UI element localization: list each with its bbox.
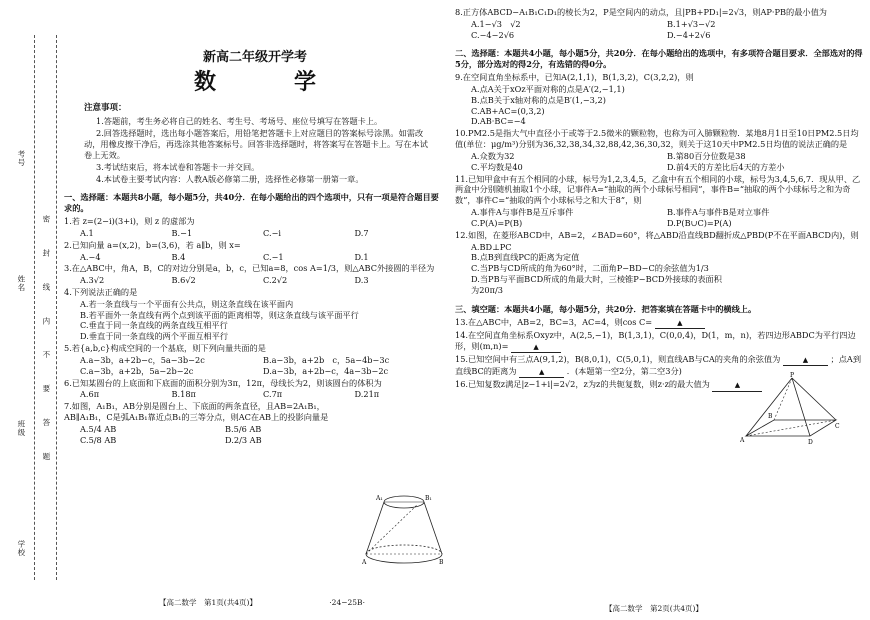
note-item: 2.回答选择题时，选出每小题答案后，用铅笔把答题卡上对应题目的答案标号涂黑。如需改动，用橡皮擦干净后，再选涂其他答案标号。回答非选择题时，将答案写在答题卡上。写在本试卷上无效。 xyxy=(84,128,428,160)
question-8: 8.正方体ABCD−A₁B₁C₁D₁的棱长为2，P是空间内的动点，且|PB+PD₁|=2√3，则AP·PB的最小值为 xyxy=(455,7,827,17)
answer-blank: ▲ xyxy=(511,343,561,353)
option: B.−1 xyxy=(171,227,193,238)
label-xuexiao: 学校 xyxy=(16,540,26,557)
option: B.1+√3−√2 xyxy=(667,18,716,29)
option: C.a−3b，a+2b，5a−2b−2c xyxy=(80,365,194,376)
question-1: 1.若 z=(2−i)(3+i)，则 z 的虚部为 xyxy=(64,216,195,227)
question-2: 2.已知向量 a=(x,2)，b=(3,6)，若 a∥b，则 x= xyxy=(64,239,241,250)
question-13 xyxy=(455,317,863,329)
option: C.−1 xyxy=(263,251,284,262)
question-5: 5.若{a,b,c}构成空间的一个基底，则下列向量共面的是 xyxy=(64,343,266,354)
seal-warning: 密 封 线 内 不 要 答 题 xyxy=(41,215,51,472)
option: D.P(B∪C)=P(A) xyxy=(667,217,732,228)
question-14 xyxy=(455,330,863,353)
q15-stem: 15.已知空间中有三点A(9,1,2)，B(8,0,1)，C(5,0,1)，则直线AB与CA的夹角的余弦值为 xyxy=(455,353,781,364)
option: D.前4天的方差比后4天的方差小 xyxy=(667,161,785,172)
option: D.7 xyxy=(354,227,369,238)
option: A.3√2 xyxy=(80,275,105,286)
option: D.AB·BC=−4 xyxy=(471,116,526,127)
option: B.点B关于x轴对称的点是B′(1,−3,2) xyxy=(471,94,606,105)
q5-options xyxy=(64,355,446,377)
q3-options xyxy=(64,275,446,286)
svg-text:C: C xyxy=(835,423,840,430)
svg-text:D: D xyxy=(808,439,813,446)
option: D.2/3 AB xyxy=(225,434,262,445)
option: D.1 xyxy=(354,251,369,262)
svg-text:A₁: A₁ xyxy=(376,495,383,502)
option: C.P(A)=P(B) xyxy=(471,217,523,228)
label-xingming: 姓名 xyxy=(16,275,26,292)
q1-options xyxy=(64,228,446,239)
svg-text:A: A xyxy=(362,559,367,566)
exam-title: 新高二年级开学考 xyxy=(202,50,307,65)
seal-line xyxy=(34,35,35,580)
rhombus-figure xyxy=(740,372,840,446)
question-7: 7.如图，A₁B₁，AB分别是圆台上、下底面的两条直径，且AB=2A₁B₁，AB∥A₁B₁，C是弧A₁B₁靠近点B₁的三等分点，则AC在AB上的投影向量是 xyxy=(64,401,329,423)
binding-margin xyxy=(0,0,62,614)
option: C.−i xyxy=(263,227,282,238)
option: B.18π xyxy=(171,389,196,400)
q8-options xyxy=(455,19,863,41)
option: C.垂直于同一条直线的两条直线互相平行 xyxy=(80,320,228,331)
option: C.5/8 AB xyxy=(80,434,117,445)
option: B.4 xyxy=(171,251,186,262)
option: A.众数为32 xyxy=(471,150,515,161)
option: B.第80百分位数是38 xyxy=(667,150,746,161)
svg-text:B₁: B₁ xyxy=(425,495,432,502)
option: B.若平面外一条直线有两个点到该平面的距离相等，则这条直线与该平面平行 xyxy=(80,309,359,320)
exam-code: ·24−25B· xyxy=(329,598,365,608)
svg-text:B: B xyxy=(768,413,773,420)
option: A.1−√3 √2 xyxy=(471,18,521,29)
option: A.事件A与事件B是互斥事件 xyxy=(471,207,574,218)
option: C.7π xyxy=(263,389,283,400)
option: C.−4−2√6 xyxy=(471,29,515,40)
option: D.垂直于同一条直线的两个平面互相平行 xyxy=(80,331,229,342)
option: D.21π xyxy=(354,389,380,400)
q13-stem: 13.在△ABC中，AB=2，BC=3，AC=4，则cos C= xyxy=(455,316,653,327)
footer-left xyxy=(159,598,409,608)
option: D.当PB与平面BCD所成的角最大时，三棱锥P−BCD外接球的表面积为20π/3 xyxy=(471,274,722,295)
note-item: 3.考试结束后，将本试卷和答题卡一并交回。 xyxy=(96,161,260,172)
answer-blank: ▲ xyxy=(712,381,762,391)
answer-blank: ▲ xyxy=(783,356,828,366)
label-kaohao: 考号 xyxy=(16,150,26,167)
svg-text:A: A xyxy=(740,437,745,444)
question-6: 6.已知某圆台的上底面和下底面的面积分别为3π，12π，母线长为2，则该圆台的体积为 xyxy=(64,377,382,388)
option: D.a−3b，a+2b−c，4a−3b−2c xyxy=(263,365,389,376)
q11-options xyxy=(455,207,863,229)
option: A.5/4 AB xyxy=(80,423,117,434)
q14-stem: 14.在空间直角坐标系Oxyz中，A(2,5,−1)，B(1,3,1)，C(0,0,4)，D(1，m，n)，若四边形ABDC为平行四边形，则(m,n)= xyxy=(455,329,856,351)
seal-line-inner xyxy=(56,35,57,580)
option: C.AB+AC=(0,3,2) xyxy=(471,105,545,116)
option: B.点B到直线PC的距离为定值 xyxy=(471,252,580,263)
option: B.a−3b，a+2b c，5a−4b−3c xyxy=(263,354,390,365)
note-item: 1.答题前，考生务必将自己的姓名、考生号、考场号、座位号填写在答题卡上。 xyxy=(96,116,383,127)
option: A.BD⊥PC xyxy=(471,241,512,252)
section-3-title: 三、填空题：本题共4小题，每小题5分，共20分．把答案填在答题卡中的横线上。 xyxy=(455,303,757,314)
page-1-label: 【高二数学 第1页(共4页)】 xyxy=(159,598,257,608)
option: D.−4+2√6 xyxy=(667,29,711,40)
frustum-figure xyxy=(362,490,446,570)
question-11: 11.已知甲盒中有五个相同的小球，标号为1,2,3,4,5，乙盒中有五个相同的小球，标号为3,4,5,6,7．现从甲、乙两盒中分别随机抽取1个小球，记事件A=“抽取的两个小球标号相同”，事件B=“抽取的两个小球标号之和为奇数”，事件C=“抽取的两个小球标号之和大于8”，则 xyxy=(455,173,861,206)
option: A.若一条直线与一个平面有公共点，则这条直线在该平面内 xyxy=(80,298,294,309)
q15-tail: ．(本题第一空2分，第二空3分) xyxy=(566,366,682,377)
page-2 xyxy=(455,0,863,620)
label-banji: 班级 xyxy=(16,420,26,437)
option: C.2√2 xyxy=(263,275,288,286)
option: C.平均数是40 xyxy=(471,161,523,172)
answer-blank: ▲ xyxy=(519,368,564,378)
section-1-title: 一、选择题：本题共8小题，每小题5分，共40分．在每小题给出的四个选项中，只有一项是符合题目要求的。 xyxy=(64,192,439,214)
question-4: 4.下列说法正确的是 xyxy=(64,287,138,297)
q6-options xyxy=(64,389,446,400)
q10-options xyxy=(455,151,863,173)
answer-blank: ▲ xyxy=(655,319,705,329)
option: C.当PB与CD所成的角为60°时，二面角P−BD−C的余弦值为1/3 xyxy=(471,263,709,274)
q2-options xyxy=(64,252,446,263)
page-1 xyxy=(64,0,446,614)
q7-options xyxy=(64,424,370,446)
option: D.3 xyxy=(354,275,369,286)
option: A.a−3b，a+2b−c，5a−3b−2c xyxy=(80,354,205,365)
section-2-title: 二、选择题：本题共4小题，每小题5分，共20分．在每小题给出的选项中，有多项符合题目要求．全部选对的得5分，部分选对的得2分，有选错的得0分。 xyxy=(455,48,863,70)
option: A.1 xyxy=(80,227,94,238)
svg-text:B: B xyxy=(439,559,444,566)
question-12: 12.如图，在菱形ABCD中，AB=2，∠BAD=60°，将△ABD沿直线BD翻折成△PBD(P不在平面ABCD内)，则 xyxy=(455,229,859,240)
option: B.事件A与事件B是对立事件 xyxy=(667,207,770,218)
question-9: 9.在空间直角坐标系中，已知A(2,1,1)，B(1,3,2)，C(3,2,2)，则 xyxy=(455,72,694,83)
option: A.点A关于xOz平面对称的点是A′(2,−1,1) xyxy=(471,83,625,94)
option: A.−4 xyxy=(80,251,101,262)
question-3: 3.在△ABC中，角A，B，C的对边分别是a，b，c，已知a=8，cos A=1/3，则△ABC外接圆的半径为 xyxy=(64,263,435,274)
question-10: 10.PM2.5是指大气中直径小于或等于2.5微米的颗粒物，也称为可入肺颗粒物．某地8月1日至10日PM2.5日均值(单位：μg/m³)分别为36,32,38,34,32,88,42,36,30,32，则关于这10天中PM2.5日均值的说法正确的是 xyxy=(455,128,859,150)
footer-right: 【高二数学 第2页(共4页)】 xyxy=(605,604,703,614)
notes xyxy=(64,103,446,184)
exam-subject: 数 学 xyxy=(193,70,344,96)
note-item: 4.本试卷主要考试内容：人教A版必修第二册，选择性必修第一册第一章。 xyxy=(96,173,364,184)
notes-title: 注意事项： xyxy=(84,103,127,114)
option: A.6π xyxy=(80,389,100,400)
svg-text:P: P xyxy=(790,372,795,379)
q15-mid: ；点A到直线BC的距离为 xyxy=(455,353,862,377)
q16-stem: 16.已知复数z满足|z−1+i|=2√2，z为z的共轭复数，则z·z的最大值为 xyxy=(455,379,710,390)
option: B.5/6 AB xyxy=(225,423,262,434)
option: B.6√2 xyxy=(171,275,196,286)
